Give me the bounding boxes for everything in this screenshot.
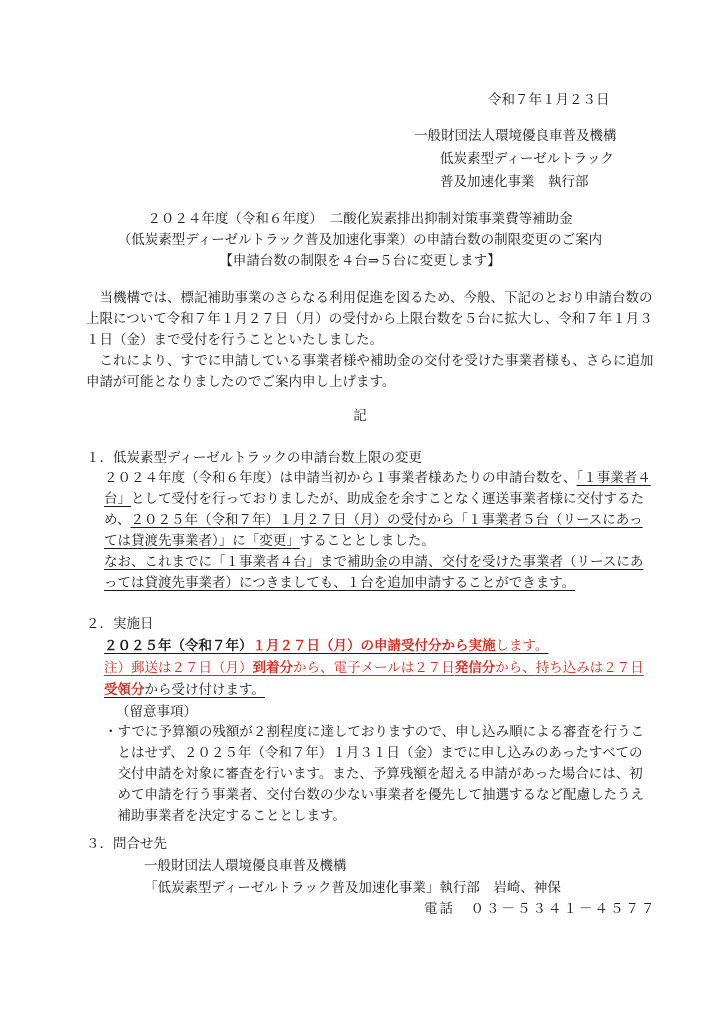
remarks-line: めて申請を行う事業者、交付台数の少ない事業者を優先して抽選するなど配慮したうえ (104, 787, 644, 803)
section-1-heading: １．低炭素型ディーゼルトラックの申請台数上限の変更 (86, 450, 422, 466)
intro-paragraph (86, 288, 686, 393)
intro-line: 申請が可能となりましたのでご案内申し上げます。 (86, 374, 396, 390)
note-from: から、 (495, 660, 536, 676)
note-received: 受領分 (104, 682, 145, 698)
remarks-body (104, 722, 704, 827)
title-line-1: ２０２４年度（令和６年度） 二酸化炭素排出抑制対策事業費等補助金 (147, 211, 573, 227)
note-from: から、 (293, 660, 334, 676)
section-3-heading: ３．問合せ先 (86, 836, 167, 852)
title-line-3: 【申請台数の制限を４台⇒５台に変更します】 (219, 253, 501, 269)
date-tail: します。 (495, 638, 549, 654)
intro-line: １日（金）まで受付を行うことといたしました。 (86, 332, 383, 348)
s1-underlined: なお、これまでに「１事業者４台」まで補助金の申請、交付を受けた事業者（リースにあ (104, 554, 644, 570)
contact-phone: 電話 ０３－５３４１－４５７７ (424, 901, 657, 917)
implementation-date (104, 634, 548, 654)
contact-org: 一般財団法人環境優良車普及機構 (144, 858, 347, 874)
sender-project: 低炭素型ディーゼルトラック (440, 151, 614, 167)
s1-underlined: 台」 (104, 491, 131, 507)
sender-org: 一般財団法人環境優良車普及機構 (414, 128, 617, 144)
ki-heading: 記 (353, 408, 367, 424)
note-line-1 (104, 656, 644, 676)
note-email: 電子メールは２７日 (333, 660, 455, 676)
note-accept: から受け付けます。 (144, 682, 265, 698)
note-sent: 発信分 (454, 660, 496, 676)
intro-line: 当機構では、標記補助事業のさらなる利用促進を図るため、今般、下記のとおり申請台数の (86, 290, 653, 306)
intro-line: 上限について令和７年１月２７日（月）の受付から上限台数を５台に拡大し、令和７年１月３ (86, 311, 653, 327)
s1-underlined: ２０２５年（令和７年）１月２７日（月）の受付から「１事業者５台（リースにあっ (130, 512, 643, 528)
note-line-2 (104, 678, 265, 698)
remarks-line: ・すでに予算額の残額が２割程度に達しておりますので、申し込み順による審査を行うこ (104, 724, 645, 740)
note-carry: 持ち込みは２７日 (535, 660, 644, 676)
date-start: １月２７日（月）の申請受付分から実施 (252, 638, 496, 654)
remarks-line: 補助事業者を決定することとします。 (104, 808, 346, 824)
s1-underlined: ては貸渡先事業者）」に「変更」 (104, 533, 300, 549)
title-line-2: （低炭素型ディーゼルトラック普及加速化事業）の申請台数の制限変更のご案内 (117, 232, 603, 248)
s1-text: め、 (104, 512, 131, 528)
section-2-heading: ２．実施日 (86, 616, 154, 632)
s1-underlined: っては貸渡先事業者）につきましても、１台を追加申請することができます。 (104, 575, 576, 591)
contact-dept: 「低炭素型ディーゼルトラック普及加速化事業」執行部 岩崎、神保 (144, 880, 561, 896)
note-mail: 郵送は２７日（月） (131, 660, 253, 676)
s1-underlined: 「１事業者４ (576, 470, 651, 486)
remarks-line: 交付申請を対象に審査を行います。また、予算残額を超える申請があった場合には、初 (104, 766, 643, 782)
section-1-body (104, 468, 704, 594)
note-arrival: 到着分 (252, 660, 293, 676)
s1-text: ２０２４年度（令和６年度）は申請当初から１事業者様あたりの申請台数を、 (104, 470, 577, 486)
document-date: 令和７年１月２３日 (488, 92, 610, 108)
remarks-line: とはせず、２０２５年（令和７年）１月３１日（金）までに申し込みのあったすべての (104, 745, 643, 761)
s1-text: することとしました。 (299, 533, 435, 549)
date-year: ２０２５年（令和７年） (104, 638, 253, 654)
sender-dept: 普及加速化事業 執行部 (440, 174, 589, 190)
intro-line: これにより、すでに申請している事業者様や補助金の交付を受けた事業者様も、さらに追加 (86, 353, 654, 369)
remarks-title: （留意事項） (116, 704, 197, 720)
note-prefix: 注） (104, 660, 131, 676)
s1-text: として受付を行っておりましたが、助成金を余すことなく運送事業者様に交付するた (131, 491, 644, 507)
